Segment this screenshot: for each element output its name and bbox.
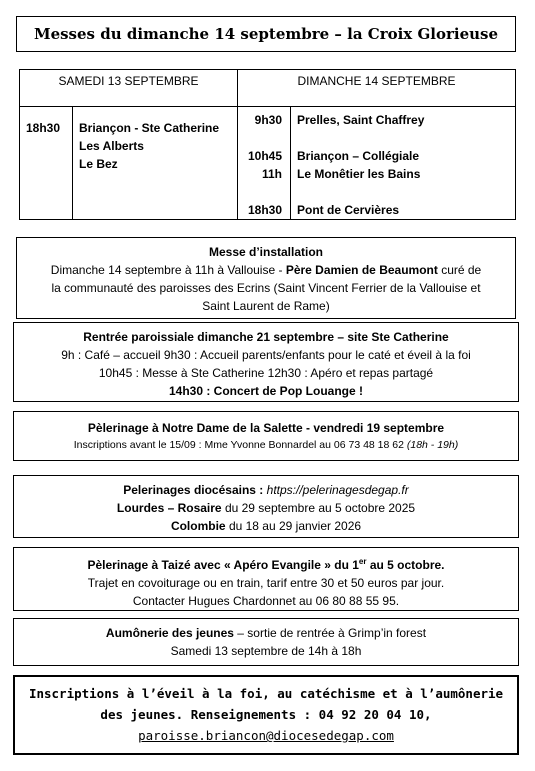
inscriptions-line-1: Inscriptions à l’éveil à la foi, au catéchisme et à l’aumônerie — [28, 686, 504, 701]
sunday-places — [291, 107, 516, 220]
sunday-place: Briançon – Collégiale — [297, 149, 420, 163]
salette-heading: Pèlerinage à Notre Dame de la Salette - vendredi 19 septembre — [87, 421, 445, 435]
sunday-place: Prelles, Saint Chaffrey — [297, 113, 425, 127]
diocesan-pilgrimages-notice — [13, 475, 519, 538]
sunday-place: Pont de Cervières — [297, 203, 400, 217]
diocesan-heading: Pelerinages diocésains : https://pelerinagesdegap.fr — [123, 483, 409, 497]
taize-notice — [13, 547, 519, 611]
diocesan-link[interactable]: https://pelerinagesdegap.fr — [266, 483, 409, 497]
sunday-header: DIMANCHE 14 SEPTEMBRE — [238, 70, 516, 107]
colombie-line: Colombie du 18 au 29 janvier 2026 — [170, 519, 362, 533]
mass-schedule-table — [19, 69, 516, 220]
installation-line-2: la communauté des paroisses des Ecrins (Saint Vincent Ferrier de la Vallouise et — [51, 281, 481, 295]
salette-line: Inscriptions avant le 15/09 : Mme Yvonne Bonnardel au 06 73 48 18 62 (18h - 19h) — [73, 439, 459, 451]
taize-heading: Pèlerinage à Taizé avec « Apéro Evangile » du 1er au 5 octobre. — [87, 557, 445, 572]
page-title: Messes du dimanche 14 septembre – la Croix Glorieuse — [16, 16, 516, 52]
installation-notice — [16, 237, 516, 319]
saturday-time: 18h30 — [20, 107, 73, 220]
taize-line-2: Contacter Hugues Chardonnet au 06 80 88 55 95. — [132, 594, 400, 608]
installation-line-3: Saint Laurent de Rame) — [202, 299, 330, 313]
rentree-line-3: 14h30 : Concert de Pop Louange ! — [168, 384, 364, 398]
sunday-time: 9h30 — [254, 113, 282, 127]
taize-line-1: Trajet en covoiturage ou en train, tarif entre 30 et 50 euros par jour. — [87, 576, 445, 590]
rentree-notice — [13, 322, 519, 402]
rentree-heading: Rentrée paroissiale dimanche 21 septembre – site Ste Catherine — [83, 330, 449, 344]
aumonerie-notice — [13, 618, 519, 666]
saturday-places — [73, 107, 238, 220]
contact-email-link[interactable]: paroisse.briancon@diocesedegap.com — [138, 728, 394, 743]
aumonerie-heading: Aumônerie des jeunes – sortie de rentrée à Grimp’in forest — [105, 626, 427, 640]
saturday-place: Le Bez — [79, 157, 118, 171]
sunday-time: 11h — [261, 167, 282, 181]
aumonerie-line: Samedi 13 septembre de 14h à 18h — [170, 644, 362, 658]
saturday-place: Les Alberts — [79, 139, 144, 153]
rentree-line-2: 10h45 : Messe à Ste Catherine 12h30 : Apéro et repas partagé — [98, 366, 434, 380]
inscriptions-notice — [13, 675, 519, 755]
sunday-place: Le Monêtier les Bains — [297, 167, 421, 181]
sunday-times — [238, 107, 291, 220]
sunday-time: 18h30 — [247, 203, 282, 217]
inscriptions-line-2: des jeunes. Renseignements : 04 92 20 04 10, — [100, 707, 432, 722]
rentree-line-1: 9h : Café – accueil 9h30 : Accueil parents/enfants pour le caté et éveil à la foi — [61, 348, 471, 362]
saturday-header: SAMEDI 13 SEPTEMBRE — [20, 70, 238, 107]
saturday-place: Briançon - Ste Catherine — [79, 121, 220, 135]
lourdes-line: Lourdes – Rosaire du 29 septembre au 5 octobre 2025 — [116, 501, 416, 515]
sunday-time: 10h45 — [247, 149, 282, 163]
installation-heading: Messe d’installation — [208, 245, 324, 259]
salette-notice — [13, 411, 519, 461]
installation-line-1: Dimanche 14 septembre à 11h à Vallouise - Père Damien de Beaumont curé de — [50, 263, 482, 277]
